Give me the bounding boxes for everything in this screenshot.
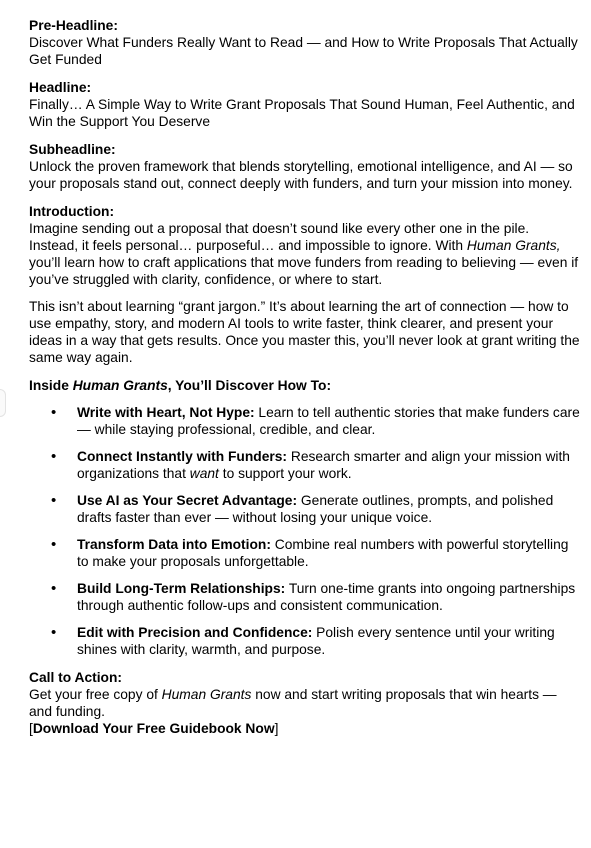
list-item: • Write with Heart, Not Hype: Learn to tell authentic stories that make funders care — while staying professional, credible, and clear. xyxy=(29,404,581,438)
book-title-emphasis: Human Grants, xyxy=(466,238,561,253)
subheadline-text: Unlock the proven framework that blends storytelling, emotional intelligence, and AI — so your proposals stand out, connect deeply with funders, and turn your mission into money. xyxy=(29,159,573,191)
list-item: • Connect Instantly with Funders: Research smarter and align your mission with organizations that want to support your work. xyxy=(29,448,581,482)
benefits-list xyxy=(29,404,581,658)
introduction-label: Introduction: xyxy=(29,204,115,219)
headline-label: Headline: xyxy=(29,80,92,95)
cta-label: Call to Action: xyxy=(29,670,122,685)
inside-heading: Inside Human Grants, You’ll Discover How To: xyxy=(29,378,332,393)
introduction-paragraph-2: This isn’t about learning “grant jargon.” It’s about learning the art of connection — how to use empathy, story, and modern AI tools to write faster, think clearer, and present your ideas in a way that gets results. Once you master this, you’ll never look at grant writing the same way again. xyxy=(29,299,580,365)
pre-headline-label: Pre-Headline: xyxy=(29,18,118,33)
download-guidebook-link[interactable]: Download Your Free Guidebook Now xyxy=(32,721,275,736)
inside-section xyxy=(29,377,581,658)
headline-section xyxy=(29,79,581,130)
introduction-paragraph-1: Imagine sending out a proposal that doesn’t sound like every other one in the pile. Instead, it feels personal… purposeful… and impossible to ignore. With Human Grants, you’ll learn how to craft applications that move funders from reading to believing — even if you’ve struggled with clarity, confidence, or where to start. xyxy=(29,221,579,287)
list-item: • Use AI as Your Secret Advantage: Generate outlines, prompts, and polished drafts faster than ever — without losing your unique voice. xyxy=(29,492,581,526)
download-link-line: [Download Your Free Guidebook Now] xyxy=(29,721,279,736)
subheadline-section xyxy=(29,141,581,192)
pre-headline-section xyxy=(29,17,581,68)
document-body xyxy=(29,17,581,748)
list-item: • Edit with Precision and Confidence: Polish every sentence until your writing shines with clarity, warmth, and purpose. xyxy=(29,624,581,658)
cta-section xyxy=(29,669,581,737)
subheadline-label: Subheadline: xyxy=(29,142,116,157)
headline-text: Finally… A Simple Way to Write Grant Proposals That Sound Human, Feel Authentic, and Win the Support You Deserve xyxy=(29,97,575,129)
side-panel-handle[interactable] xyxy=(0,389,6,417)
list-item: • Transform Data into Emotion: Combine real numbers with powerful storytelling to make your proposals unforgettable. xyxy=(29,536,581,570)
introduction-section xyxy=(29,203,581,366)
pre-headline-text: Discover What Funders Really Want to Read — and How to Write Proposals That Actually Get Funded xyxy=(29,35,578,67)
list-item: • Build Long-Term Relationships: Turn one-time grants into ongoing partnerships through authentic follow-ups and consistent communication. xyxy=(29,580,581,614)
cta-text: Get your free copy of Human Grants now and start writing proposals that win hearts — and funding. xyxy=(29,687,557,719)
